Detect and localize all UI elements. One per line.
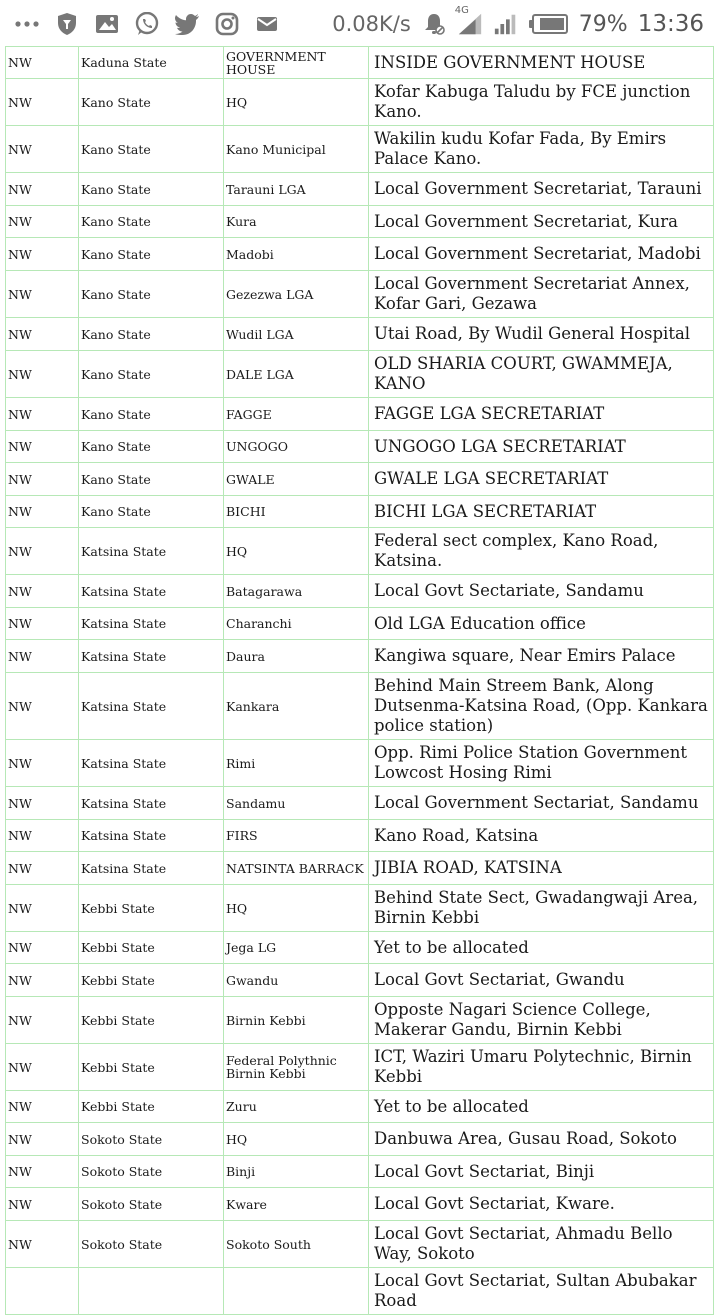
lga-cell: Wudil LGA xyxy=(224,318,369,351)
lga-cell: Binji xyxy=(224,1156,369,1188)
state-cell: Sokoto State xyxy=(79,1221,224,1268)
address-cell: Local Govt Sectariat, Ahmadu Bello Way, Sokoto xyxy=(369,1221,714,1268)
address-cell: UNGOGO LGA SECRETARIAT xyxy=(369,431,714,463)
lga-cell: Charanchi xyxy=(224,608,369,640)
zone-cell: NW xyxy=(6,206,79,238)
zone-cell: NW xyxy=(6,787,79,820)
mute-bell-icon xyxy=(421,11,447,37)
lga-cell: FAGGE xyxy=(224,398,369,431)
zone-cell: NW xyxy=(6,271,79,318)
table-row xyxy=(6,271,714,318)
state-cell: Kebbi State xyxy=(79,1091,224,1123)
address-cell: Kofar Kabuga Taludu by FCE junction Kano. xyxy=(369,79,714,126)
table-row xyxy=(6,1156,714,1188)
address-cell: Federal sect complex, Kano Road, Katsina. xyxy=(369,528,714,575)
state-cell: Kano State xyxy=(79,431,224,463)
zone-cell: NW xyxy=(6,1156,79,1188)
zone-cell: NW xyxy=(6,126,79,173)
table-row xyxy=(6,431,714,463)
address-cell: Yet to be allocated xyxy=(369,1091,714,1123)
more-icon xyxy=(14,11,40,37)
table-row xyxy=(6,238,714,271)
twitter-icon xyxy=(174,11,200,37)
zone-cell: NW xyxy=(6,932,79,964)
state-cell: Katsina State xyxy=(79,640,224,673)
zone-cell: NW xyxy=(6,740,79,787)
state-cell: Kebbi State xyxy=(79,885,224,932)
address-cell: Local Govt Sectariat, Kware. xyxy=(369,1188,714,1221)
table-row xyxy=(6,79,714,126)
address-cell: Behind State Sect, Gwadangwaji Area, Birnin Kebbi xyxy=(369,885,714,932)
lga-cell: BICHI xyxy=(224,496,369,528)
zone-cell: NW xyxy=(6,496,79,528)
state-cell: Kano State xyxy=(79,271,224,318)
address-cell: OLD SHARIA COURT, GWAMMEJA, KANO xyxy=(369,351,714,398)
gallery-icon xyxy=(94,11,120,37)
lga-cell: Kankara xyxy=(224,673,369,740)
address-cell: Opposte Nagari Science College, Makerar Gandu, Birnin Kebbi xyxy=(369,997,714,1044)
state-cell xyxy=(79,1268,224,1315)
address-cell: Kano Road, Katsina xyxy=(369,820,714,852)
address-cell: Local Government Sectariat, Sandamu xyxy=(369,787,714,820)
table-row xyxy=(6,575,714,608)
table-row xyxy=(6,932,714,964)
zone-cell: NW xyxy=(6,173,79,206)
address-cell: Local Govt Sectariat, Binji xyxy=(369,1156,714,1188)
state-cell: Sokoto State xyxy=(79,1123,224,1156)
zone-cell: NW xyxy=(6,47,79,79)
address-cell: Local Govt Sectariat, Sultan Abubakar Road xyxy=(369,1268,714,1315)
table-row xyxy=(6,1188,714,1221)
signal-icon xyxy=(493,11,519,37)
state-cell: Kano State xyxy=(79,173,224,206)
table-row xyxy=(6,351,714,398)
zone-cell: NW xyxy=(6,997,79,1044)
address-cell: Local Government Secretariat, Madobi xyxy=(369,238,714,271)
table-row xyxy=(6,608,714,640)
lga-cell: HQ xyxy=(224,1123,369,1156)
table-row xyxy=(6,1221,714,1268)
state-cell: Katsina State xyxy=(79,787,224,820)
address-cell: Local Government Secretariat, Tarauni xyxy=(369,173,714,206)
zone-cell: NW xyxy=(6,238,79,271)
lga-cell: Batagarawa xyxy=(224,575,369,608)
zone-cell: NW xyxy=(6,398,79,431)
state-cell: Sokoto State xyxy=(79,1188,224,1221)
table-row xyxy=(6,1268,714,1315)
address-cell: Behind Main Streem Bank, Along Dutsenma-Katsina Road, (Opp. Kankara police station) xyxy=(369,673,714,740)
address-cell: GWALE LGA SECRETARIAT xyxy=(369,463,714,496)
lga-cell: Federal Polythnic Birnin Kebbi xyxy=(224,1044,369,1091)
table-row xyxy=(6,852,714,885)
zone-cell: NW xyxy=(6,1221,79,1268)
table-row xyxy=(6,885,714,932)
state-cell: Katsina State xyxy=(79,820,224,852)
state-cell: Sokoto State xyxy=(79,1156,224,1188)
zone-cell: NW xyxy=(6,575,79,608)
address-cell: INSIDE GOVERNMENT HOUSE xyxy=(369,47,714,79)
state-cell: Kebbi State xyxy=(79,1044,224,1091)
zone-cell: NW xyxy=(6,528,79,575)
state-cell: Kano State xyxy=(79,398,224,431)
address-cell: Wakilin kudu Kofar Fada, By Emirs Palace Kano. xyxy=(369,126,714,173)
address-cell: Opp. Rimi Police Station Government Lowcost Hosing Rimi xyxy=(369,740,714,787)
zone-cell: NW xyxy=(6,431,79,463)
table-row xyxy=(6,1091,714,1123)
address-cell: Old LGA Education office xyxy=(369,608,714,640)
state-cell: Kano State xyxy=(79,351,224,398)
lga-cell: Rimi xyxy=(224,740,369,787)
table-row xyxy=(6,640,714,673)
clock: 13:36 xyxy=(637,11,704,37)
address-cell: FAGGE LGA SECRETARIAT xyxy=(369,398,714,431)
lga-cell: Sokoto South xyxy=(224,1221,369,1268)
zone-cell: NW xyxy=(6,79,79,126)
zone-cell: NW xyxy=(6,640,79,673)
table xyxy=(5,46,714,1315)
lga-cell: FIRS xyxy=(224,820,369,852)
table-row xyxy=(6,820,714,852)
address-cell: Local Govt Sectariat, Gwandu xyxy=(369,964,714,997)
shield-icon xyxy=(54,11,80,37)
status-bar xyxy=(0,0,720,48)
state-cell: Katsina State xyxy=(79,608,224,640)
lga-cell: Gezezwa LGA xyxy=(224,271,369,318)
zone-cell: NW xyxy=(6,1091,79,1123)
state-cell: Katsina State xyxy=(79,528,224,575)
table-row xyxy=(6,47,714,79)
table-row xyxy=(6,997,714,1044)
state-cell: Kano State xyxy=(79,463,224,496)
state-cell: Katsina State xyxy=(79,852,224,885)
network-type: 4G xyxy=(454,5,469,16)
table-row xyxy=(6,173,714,206)
battery-percentage: 79% xyxy=(578,11,628,37)
table-row xyxy=(6,126,714,173)
table-row xyxy=(6,964,714,997)
address-cell: Local Govt Sectariate, Sandamu xyxy=(369,575,714,608)
zone-cell: NW xyxy=(6,852,79,885)
battery-icon xyxy=(529,11,569,37)
table-row xyxy=(6,1123,714,1156)
table-row xyxy=(6,740,714,787)
lga-cell: GWALE xyxy=(224,463,369,496)
polling-units-table xyxy=(5,46,714,1315)
network-speed: 0.08K/s xyxy=(332,12,411,36)
lga-cell: Kura xyxy=(224,206,369,238)
instagram-icon xyxy=(214,11,240,37)
zone-cell: NW xyxy=(6,463,79,496)
lga-cell: NATSINTA BARRACK xyxy=(224,852,369,885)
lga-cell: HQ xyxy=(224,885,369,932)
address-cell: Utai Road, By Wudil General Hospital xyxy=(369,318,714,351)
zone-cell: NW xyxy=(6,608,79,640)
lga-cell: Birnin Kebbi xyxy=(224,997,369,1044)
table-row xyxy=(6,528,714,575)
lga-cell: Sandamu xyxy=(224,787,369,820)
lga-cell: Kware xyxy=(224,1188,369,1221)
zone-cell: NW xyxy=(6,1188,79,1221)
table-row xyxy=(6,398,714,431)
table-row xyxy=(6,496,714,528)
mail-icon xyxy=(254,11,280,37)
lga-cell: Zuru xyxy=(224,1091,369,1123)
state-cell: Kano State xyxy=(79,318,224,351)
state-cell: Kano State xyxy=(79,496,224,528)
zone-cell: NW xyxy=(6,1123,79,1156)
state-cell: Kaduna State xyxy=(79,47,224,79)
zone-cell: NW xyxy=(6,351,79,398)
zone-cell: NW xyxy=(6,318,79,351)
address-cell: Local Government Secretariat Annex, Kofar Gari, Gezawa xyxy=(369,271,714,318)
address-cell: BICHI LGA SECRETARIAT xyxy=(369,496,714,528)
state-cell: Katsina State xyxy=(79,673,224,740)
state-cell: Kebbi State xyxy=(79,932,224,964)
lga-cell: GOVERNMENT HOUSE xyxy=(224,47,369,79)
address-cell: Kangiwa square, Near Emirs Palace xyxy=(369,640,714,673)
state-cell: Kano State xyxy=(79,206,224,238)
state-cell: Kano State xyxy=(79,79,224,126)
state-cell: Kano State xyxy=(79,126,224,173)
lga-cell: Tarauni LGA xyxy=(224,173,369,206)
lga-cell: DALE LGA xyxy=(224,351,369,398)
table-row xyxy=(6,1044,714,1091)
address-cell: JIBIA ROAD, KATSINA xyxy=(369,852,714,885)
state-cell: Katsina State xyxy=(79,740,224,787)
state-cell: Kebbi State xyxy=(79,964,224,997)
address-cell: Yet to be allocated xyxy=(369,932,714,964)
zone-cell xyxy=(6,1268,79,1315)
zone-cell: NW xyxy=(6,820,79,852)
address-cell: Danbuwa Area, Gusau Road, Sokoto xyxy=(369,1123,714,1156)
zone-cell: NW xyxy=(6,885,79,932)
state-cell: Kebbi State xyxy=(79,997,224,1044)
lga-cell: Daura xyxy=(224,640,369,673)
lga-cell: Madobi xyxy=(224,238,369,271)
address-cell: Local Government Secretariat, Kura xyxy=(369,206,714,238)
lga-cell: HQ xyxy=(224,79,369,126)
zone-cell: NW xyxy=(6,673,79,740)
lga-cell: Jega LG xyxy=(224,932,369,964)
lga-cell: HQ xyxy=(224,528,369,575)
table-row xyxy=(6,787,714,820)
state-cell: Kano State xyxy=(79,238,224,271)
address-cell: ICT, Waziri Umaru Polytechnic, Birnin Kebbi xyxy=(369,1044,714,1091)
whatsapp-icon xyxy=(134,11,160,37)
signal-icon xyxy=(454,5,483,37)
state-cell: Katsina State xyxy=(79,575,224,608)
table-row xyxy=(6,206,714,238)
lga-cell: Kano Municipal xyxy=(224,126,369,173)
table-row xyxy=(6,463,714,496)
table-row xyxy=(6,673,714,740)
lga-cell xyxy=(224,1268,369,1315)
table-row xyxy=(6,318,714,351)
zone-cell: NW xyxy=(6,1044,79,1091)
lga-cell: UNGOGO xyxy=(224,431,369,463)
zone-cell: NW xyxy=(6,964,79,997)
lga-cell: Gwandu xyxy=(224,964,369,997)
